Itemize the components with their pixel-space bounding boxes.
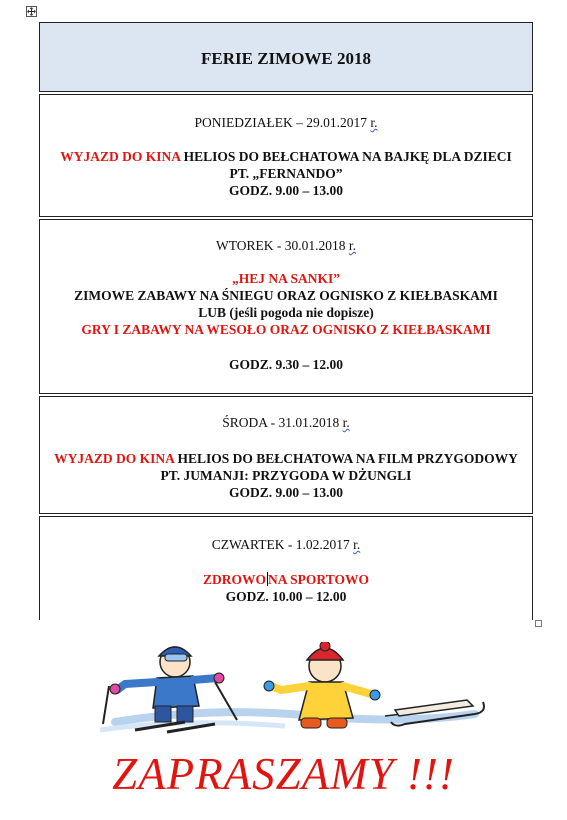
table-move-handle-icon[interactable] xyxy=(26,6,37,17)
day-label: ŚRODA - 31.01.2018 xyxy=(222,415,340,430)
day-heading xyxy=(40,537,532,553)
day-heading xyxy=(40,115,532,131)
table-resize-handle-icon[interactable] xyxy=(535,620,542,627)
alt-condition: (jeśli pogoda nie dopisze) xyxy=(226,305,374,320)
day-heading xyxy=(40,415,532,431)
event-highlight-b: NA SPORTOWO xyxy=(268,572,369,587)
day-suffix: r. xyxy=(353,537,361,552)
day-label: WTOREK - 30.01.2018 xyxy=(215,238,346,253)
day-cell-thursday[interactable] xyxy=(39,516,533,620)
event-alt-highlight: GRY I ZABAWY NA WESOŁO ORAZ OGNISKO Z KIEŁBASKAMI xyxy=(81,322,491,337)
alt-or: LUB xyxy=(198,305,226,320)
event-text: HELIOS DO BEŁCHATOWA NA FILM PRZYGODOWY xyxy=(174,451,518,466)
event-time: GODZ. 9.00 – 13.00 xyxy=(228,485,343,500)
day-suffix: r. xyxy=(342,415,350,430)
event-line xyxy=(40,149,532,165)
event-highlight xyxy=(40,572,532,588)
day-suffix: r. xyxy=(348,238,356,253)
page-title: FERIE ZIMOWE 2018 xyxy=(200,49,372,68)
day-cell-wednesday[interactable] xyxy=(39,396,533,514)
day-label: CZWARTEK - 1.02.2017 xyxy=(211,537,350,552)
event-highlight: WYJAZD DO KINA xyxy=(54,451,175,466)
day-label: PONIEDZIAŁEK – 29.01.2017 xyxy=(194,115,367,130)
event-text: HELIOS DO BEŁCHATOWA NA BAJKĘ DLA DZIECI xyxy=(180,149,512,164)
event-time: GODZ. 10.00 – 12.00 xyxy=(225,589,347,604)
day-cell-monday[interactable] xyxy=(39,94,533,217)
table-header-cell[interactable] xyxy=(39,22,533,92)
event-subtitle: PT. JUMANJI: PRZYGODA W DŻUNGLI xyxy=(160,468,412,483)
event-highlight: WYJAZD DO KINA xyxy=(60,149,181,164)
day-suffix: r. xyxy=(370,115,378,130)
event-subtitle: PT. „FERNANDO” xyxy=(229,166,343,181)
winter-kids-sled-illustration xyxy=(95,642,490,742)
event-highlight: „HEJ NA SANKI” xyxy=(231,271,341,286)
day-cell-tuesday[interactable] xyxy=(39,219,533,394)
event-highlight-a: ZDROWO xyxy=(203,572,267,587)
event-time: GODZ. 9.00 – 13.00 xyxy=(228,183,343,198)
event-time: GODZ. 9.30 – 12.00 xyxy=(228,357,343,372)
invitation-footer: ZAPRASZAMY !!! xyxy=(112,749,455,799)
day-heading xyxy=(40,238,532,254)
event-alt-note xyxy=(40,305,532,321)
event-line xyxy=(40,451,532,467)
event-text: ZIMOWE ZABAWY NA ŚNIEGU ORAZ OGNISKO Z KIEŁBASKAMI xyxy=(74,288,498,303)
